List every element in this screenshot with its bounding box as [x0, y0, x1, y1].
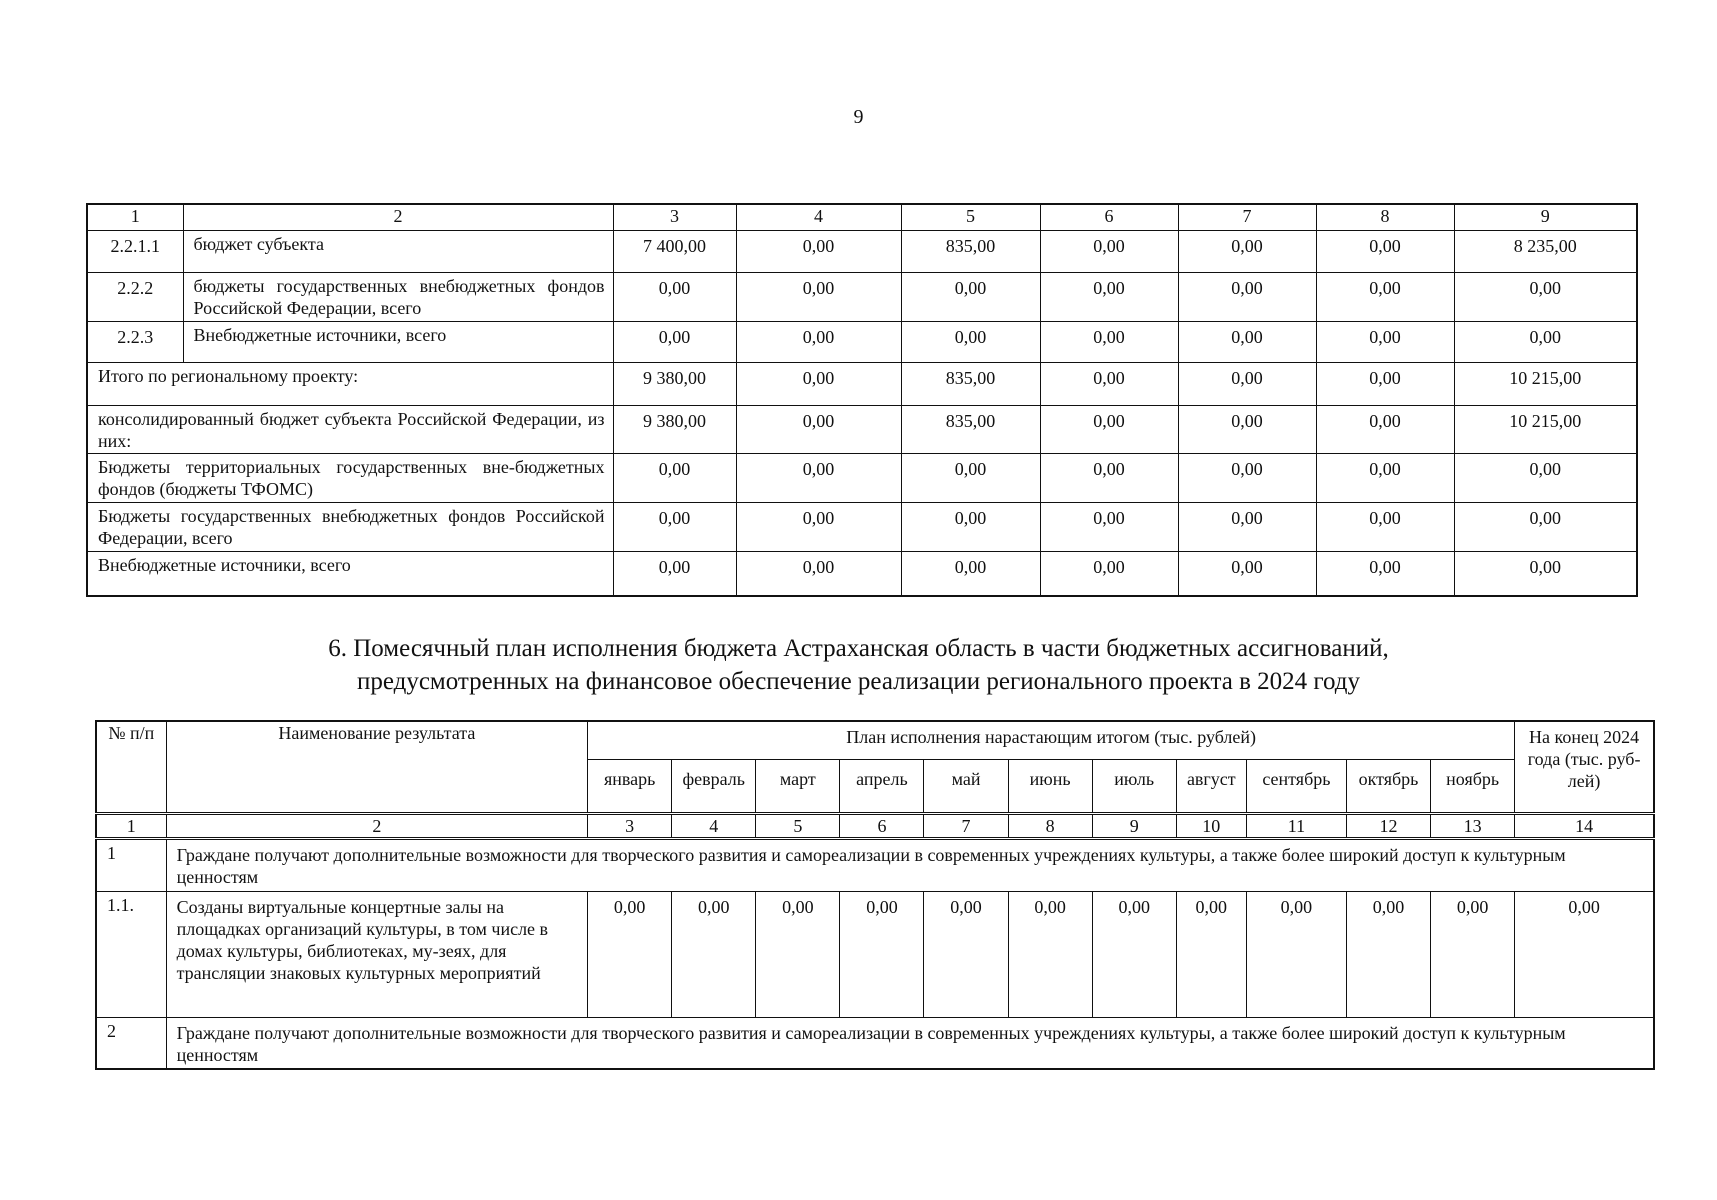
value-cell: 0,00: [1040, 272, 1178, 321]
value-cell: 0,00: [1176, 891, 1246, 1017]
value-cell: 0,00: [901, 453, 1040, 502]
value-cell: 0,00: [613, 551, 736, 596]
value-cell: 0,00: [1178, 230, 1316, 272]
table-row: [87, 551, 1637, 596]
index-cell: 5: [756, 813, 840, 838]
result-goal-text: Граждане получают дополнительные возможности для творческого развития и самореализации в современных учреждениях культуры, а также более широкий доступ к культурным ценностям: [166, 1017, 1654, 1069]
header-cell: 2: [183, 204, 613, 230]
value-cell: 0,00: [1515, 891, 1654, 1017]
header-cell: 3: [613, 204, 736, 230]
month-header: август: [1176, 759, 1246, 813]
table-row: [87, 230, 1637, 272]
row-name: Итого по региональному проекту:: [87, 362, 613, 405]
header-cell: 9: [1454, 204, 1637, 230]
value-cell: 0,00: [1454, 502, 1637, 551]
value-cell: 7 400,00: [613, 230, 736, 272]
month-header: январь: [588, 759, 672, 813]
value-cell: 0,00: [736, 362, 901, 405]
value-cell: 0,00: [1454, 551, 1637, 596]
result-name: Созданы виртуальные концертные залы на площадках организаций культуры, в том числе в домах культуры, библиотеках, му-зеях, для трансляции знаковых культурных мероприятий: [166, 891, 588, 1017]
value-cell: 0,00: [736, 321, 901, 362]
financing-table: [86, 203, 1638, 597]
row-name: Внебюджетные источники, всего: [87, 551, 613, 596]
table-row: [87, 362, 1637, 405]
row-name: бюджет субъекта: [183, 230, 613, 272]
value-cell: 0,00: [901, 272, 1040, 321]
row-num: 1: [96, 838, 166, 891]
value-cell: 0,00: [1040, 321, 1178, 362]
month-header: февраль: [672, 759, 756, 813]
value-cell: 0,00: [1316, 362, 1454, 405]
row-num: 2: [96, 1017, 166, 1069]
result-goal-text: Граждане получают дополнительные возможности для творческого развития и самореализации в современных учреждениях культуры, а также более широкий доступ к культурным ценностям: [166, 838, 1654, 891]
month-header: ноябрь: [1431, 759, 1515, 813]
value-cell: 0,00: [1246, 891, 1346, 1017]
value-cell: 0,00: [672, 891, 756, 1017]
value-cell: 0,00: [736, 272, 901, 321]
index-cell: 4: [672, 813, 756, 838]
row-name: бюджеты государственных внебюджетных фондов Российской Федерации, всего: [183, 272, 613, 321]
month-header: октябрь: [1346, 759, 1430, 813]
index-cell: 12: [1346, 813, 1430, 838]
month-header: июнь: [1008, 759, 1092, 813]
row-name: Бюджеты государственных внебюджетных фондов Российской Федерации, всего: [87, 502, 613, 551]
value-cell: 0,00: [1316, 453, 1454, 502]
value-cell: 0,00: [756, 891, 840, 1017]
month-header: июль: [1092, 759, 1176, 813]
header-cell: 6: [1040, 204, 1178, 230]
table-row: [96, 1017, 1654, 1069]
value-cell: 0,00: [613, 502, 736, 551]
table-row: [96, 891, 1654, 1017]
value-cell: 0,00: [1178, 362, 1316, 405]
index-cell: 14: [1515, 813, 1654, 838]
month-header: сентябрь: [1246, 759, 1346, 813]
table-row: [87, 321, 1637, 362]
value-cell: 0,00: [1178, 272, 1316, 321]
value-cell: 0,00: [901, 321, 1040, 362]
index-cell: 10: [1176, 813, 1246, 838]
index-cell: 7: [924, 813, 1008, 838]
value-cell: 835,00: [901, 230, 1040, 272]
value-cell: 0,00: [588, 891, 672, 1017]
header-result-name: Наименование результата: [166, 721, 588, 813]
column-index-row: [96, 813, 1654, 838]
value-cell: 0,00: [736, 551, 901, 596]
month-header: апрель: [840, 759, 924, 813]
value-cell: 0,00: [736, 502, 901, 551]
value-cell: 0,00: [1178, 551, 1316, 596]
header-plan: План исполнения нарастающим итогом (тыс. рублей): [588, 721, 1515, 759]
row-code: 2.2.1.1: [87, 230, 183, 272]
value-cell: 0,00: [1178, 453, 1316, 502]
value-cell: 0,00: [1454, 272, 1637, 321]
row-name: Внебюджетные источники, всего: [183, 321, 613, 362]
value-cell: 0,00: [736, 230, 901, 272]
value-cell: 0,00: [924, 891, 1008, 1017]
value-cell: 0,00: [1316, 272, 1454, 321]
month-header: май: [924, 759, 1008, 813]
value-cell: 10 215,00: [1454, 362, 1637, 405]
table-row: [87, 502, 1637, 551]
value-cell: 0,00: [1040, 502, 1178, 551]
section-6-title: [0, 632, 1717, 698]
row-code: 2.2.2: [87, 272, 183, 321]
header-cell: 1: [87, 204, 183, 230]
value-cell: 0,00: [1316, 405, 1454, 453]
value-cell: 0,00: [1346, 891, 1430, 1017]
header-cell: 4: [736, 204, 901, 230]
index-cell: 8: [1008, 813, 1092, 838]
header-cell: 5: [901, 204, 1040, 230]
header-end-of-year: На конец 2024 года (тыс. руб-лей): [1515, 721, 1654, 813]
month-header: март: [756, 759, 840, 813]
value-cell: 0,00: [1316, 230, 1454, 272]
table-header-row: [87, 204, 1637, 230]
table-header-row: [96, 721, 1654, 759]
index-cell: 9: [1092, 813, 1176, 838]
value-cell: 0,00: [613, 272, 736, 321]
value-cell: 0,00: [1316, 321, 1454, 362]
value-cell: 0,00: [613, 321, 736, 362]
value-cell: 0,00: [1316, 551, 1454, 596]
index-cell: 13: [1431, 813, 1515, 838]
value-cell: 9 380,00: [613, 405, 736, 453]
value-cell: 835,00: [901, 362, 1040, 405]
value-cell: 0,00: [1178, 502, 1316, 551]
value-cell: 0,00: [1040, 453, 1178, 502]
value-cell: 9 380,00: [613, 362, 736, 405]
value-cell: 0,00: [1178, 405, 1316, 453]
index-cell: 11: [1246, 813, 1346, 838]
index-cell: 6: [840, 813, 924, 838]
value-cell: 0,00: [1008, 891, 1092, 1017]
table-row: [87, 405, 1637, 453]
table-row: [87, 272, 1637, 321]
table-row: [87, 453, 1637, 502]
row-code: 2.2.3: [87, 321, 183, 362]
value-cell: 10 215,00: [1454, 405, 1637, 453]
section-6-title-line-1: 6. Помесячный план исполнения бюджета Астраханская область в части бюджетных ассигнований,: [328, 635, 1389, 662]
monthly-plan-table: [95, 720, 1655, 1070]
value-cell: 0,00: [1040, 405, 1178, 453]
row-num: 1.1.: [96, 891, 166, 1017]
value-cell: 0,00: [1040, 551, 1178, 596]
value-cell: 0,00: [901, 502, 1040, 551]
value-cell: 0,00: [1454, 321, 1637, 362]
row-name: Бюджеты территориальных государственных вне-бюджетных фондов (бюджеты ТФОМС): [87, 453, 613, 502]
value-cell: 0,00: [901, 551, 1040, 596]
header-cell: 8: [1316, 204, 1454, 230]
page-number: 9: [853, 106, 864, 128]
table-row: [96, 838, 1654, 891]
index-cell: 2: [166, 813, 588, 838]
value-cell: 0,00: [613, 453, 736, 502]
value-cell: 0,00: [736, 405, 901, 453]
section-6-title-line-2: предусмотренных на финансовое обеспечение реализации регионального проекта в 2024 году: [356, 668, 1361, 695]
index-cell: 3: [588, 813, 672, 838]
value-cell: 0,00: [1040, 362, 1178, 405]
header-num: № п/п: [96, 721, 166, 813]
value-cell: 835,00: [901, 405, 1040, 453]
value-cell: 0,00: [1092, 891, 1176, 1017]
row-name: консолидированный бюджет субъекта Российской Федерации, из них:: [87, 405, 613, 453]
value-cell: 0,00: [1316, 502, 1454, 551]
index-cell: 1: [96, 813, 166, 838]
value-cell: 0,00: [1431, 891, 1515, 1017]
header-cell: 7: [1178, 204, 1316, 230]
value-cell: 8 235,00: [1454, 230, 1637, 272]
value-cell: 0,00: [840, 891, 924, 1017]
value-cell: 0,00: [1178, 321, 1316, 362]
value-cell: 0,00: [736, 453, 901, 502]
value-cell: 0,00: [1040, 230, 1178, 272]
value-cell: 0,00: [1454, 453, 1637, 502]
